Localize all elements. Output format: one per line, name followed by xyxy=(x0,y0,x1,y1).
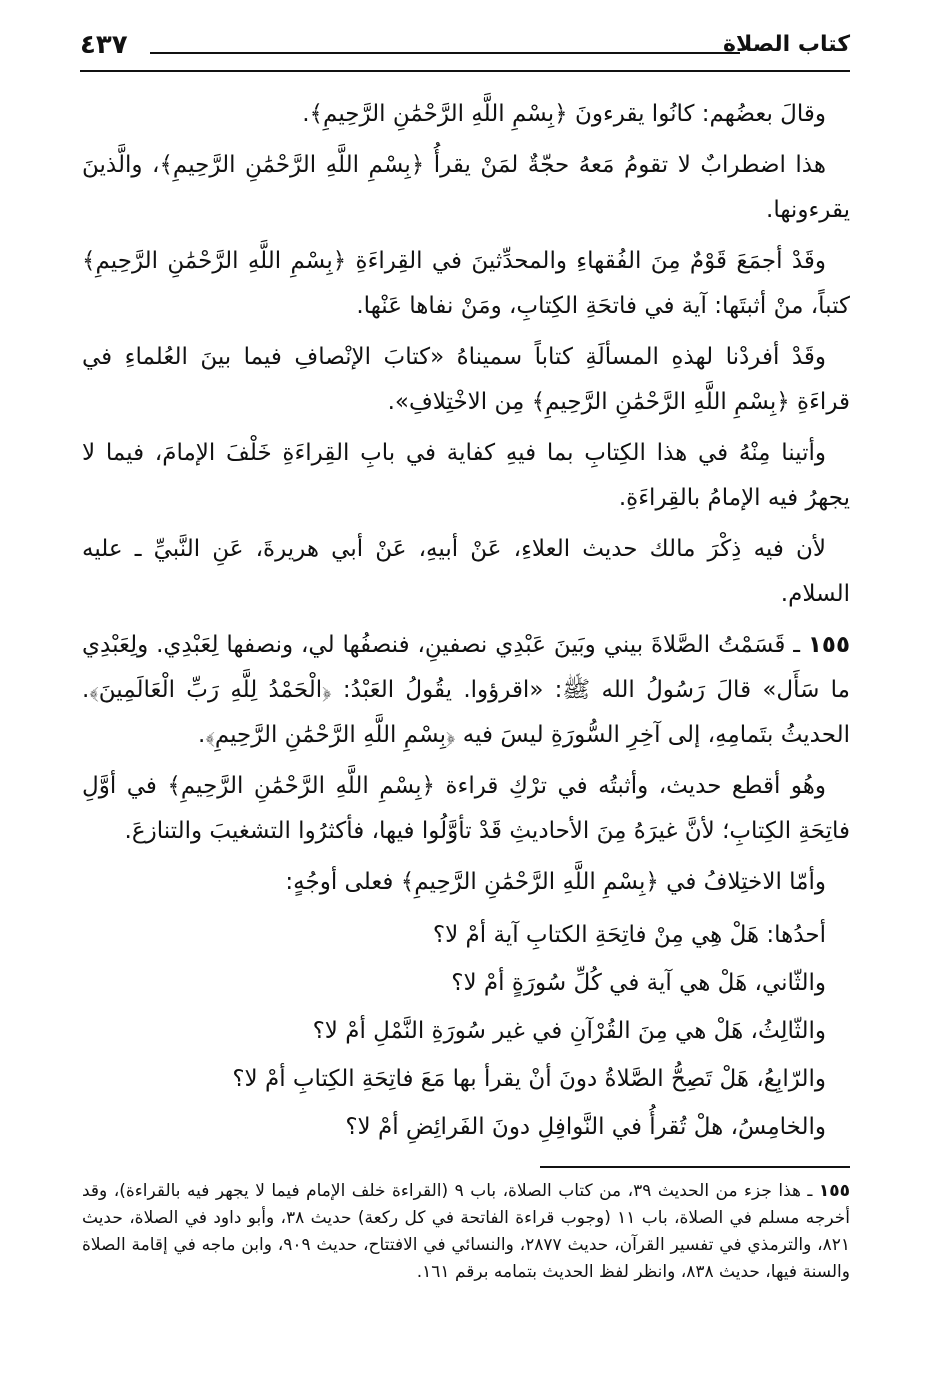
list-item: والخامِسُ، هلْ تُقرأُ في النَّوافِلِ دونَ الفَرائِضِ أمْ لا؟ xyxy=(345,1114,826,1140)
page-header xyxy=(80,28,850,72)
paragraph: وقالَ بعضُهم: كانُوا يقرءونَ ﴿بِسْمِ اللَّهِ الرَّحْمَٰنِ الرَّحِيمِ﴾. xyxy=(302,101,826,127)
list-item: والثّاني، هَلْ هي آية في كُلِّ سُورَةٍ أمْ لا؟ xyxy=(451,970,826,996)
running-head-title: كتاب الصلاة xyxy=(723,32,850,57)
footnote-number: ١٥٥ xyxy=(818,1181,851,1201)
page-number: ٤٣٧ xyxy=(80,30,128,60)
list-item: أحدُها: هَلْ هِي مِنْ فاتِحَةِ الكتابِ آية أمْ لا؟ xyxy=(432,922,826,948)
paragraph: وأمّا الاختِلافُ في ﴿بِسْمِ اللَّهِ الرَّحْمَٰنِ الرَّحِيمِ﴾ فعلى أوجُهٍ: xyxy=(285,869,826,895)
paragraph: وقَدْ أفردْنا لهذهِ المسألَةِ كتاباً سميناهُ «كتابَ الإنْصافِ فيما بينَ العُلماءِ في قراءَةِ ﴿بِسْمِ اللَّهِ الرَّحْمَٰنِ الرَّحِيمِ﴾ مِن الاخْتِلافِ». xyxy=(82,344,850,415)
paragraph: هذا اضطرابٌ لا تقومُ مَعهُ حجّةٌ لمَنْ يقرأُ ﴿بِسْمِ اللَّهِ الرَّحْمَٰنِ الرَّحِيمِ﴾، والَّذينَ يقرءونها. xyxy=(82,152,850,223)
paragraph: وأتينا مِنْهُ في هذا الكِتابِ بما فيهِ كفاية في بابِ القِراءَةِ خَلْفَ الإمامَ، فيما لا يجهرُ فيه الإمامُ بالقِراءَةِ. xyxy=(82,440,850,511)
paragraph: وقَدْ أجمَعَ قَوْمٌ مِنَ الفُقهاءِ والمحدِّثينَ في القِراءَةِ ﴿بِسْمِ اللَّهِ الرَّحْمَٰنِ الرَّحِيمِ﴾ كتباً، منْ أثبتَها: آية في فاتحَةِ الكِتابِ، ومَنْ نفاها عَنْها. xyxy=(82,248,850,319)
paragraph: لأن فيه ذِكْرَ مالك حديث العلاءِ، عَنْ أبيهِ، عَنْ أبي هريرةَ، عَنِ النَّبيِّ ـ عليه السلام. xyxy=(82,536,850,607)
page-body xyxy=(82,92,850,1151)
hadith-number: ١٥٥ xyxy=(807,632,850,658)
hadith-text: ـ قَسَمْتُ الصَّلاةَ بيني وبَينَ عَبْدِي نصفينِ، فنصفُها لي، ونصفها لِعَبْدِي. ولِعَبْدِي ما سَأَل» قالَ رَسُولُ الله ﷺ: «اقرؤوا. يقُولُ العَبْدُ: ﴿الْحَمْدُ لِلَّهِ رَبِّ الْعَالَمِينَ﴾. الحديثُ بتَمامِهِ، إلى آخِرِ السُّورَةِ ليسَ فيه ﴿بِسْمِ اللَّهِ الرَّحْمَٰنِ الرَّحِيمِ﴾. xyxy=(82,632,850,748)
list-item: والرّابِعُ، هَلْ تَصِحُّ الصَّلاةُ دونَ أنْ يقرأ بها مَعَ فاتِحَةِ الكِتابِ أمْ لا؟ xyxy=(232,1066,826,1092)
footnote-text: ـ هذا جزء من الحديث ٣٩، من كتاب الصلاة، باب ٩ (القراءة خلف الإمام فيما لا يجهر فيه بالقراءة)، وقد أخرجه مسلم في الصلاة، باب ١١ (وجوب قراءة الفاتحة في كل ركعة) حديث ٣٨، وأبو داود في الصلاة، حديث ٨٢١، والترمذي في تفسير القرآن، حديث ٢٨٧٧، والنسائي في الافتتاح، حديث ٩٠٩، وابن ماجه في إقامة الصلاة والسنة فيها، حديث ٨٣٨، وانظر لفظ الحديث بتمامه برقم ١٦١. xyxy=(82,1181,851,1282)
list-item: والثّالِثُ، هَلْ هي مِنَ القُرْآنِ في غير سُورَةِ النَّمْلِ أمْ لا؟ xyxy=(312,1018,826,1044)
paragraph: وهُو أقطع حديث، وأثبتُه في ترْكِ قراءة ﴿بِسْمِ اللَّهِ الرَّحْمَٰنِ الرَّحِيمِ﴾ في أوَّلِ فاتِحَةِ الكِتابِ؛ لأنَّ غيرَهُ مِنَ الأحاديثِ قَدْ تأوَّلُوا فيها، فأكثرُوا التشغيبَ والتنازعَ. xyxy=(82,773,850,844)
footnote-separator xyxy=(540,1166,850,1168)
footnote xyxy=(82,1178,850,1286)
header-underline xyxy=(80,70,850,72)
header-rule xyxy=(150,52,740,54)
hadith-paragraph xyxy=(82,623,850,758)
